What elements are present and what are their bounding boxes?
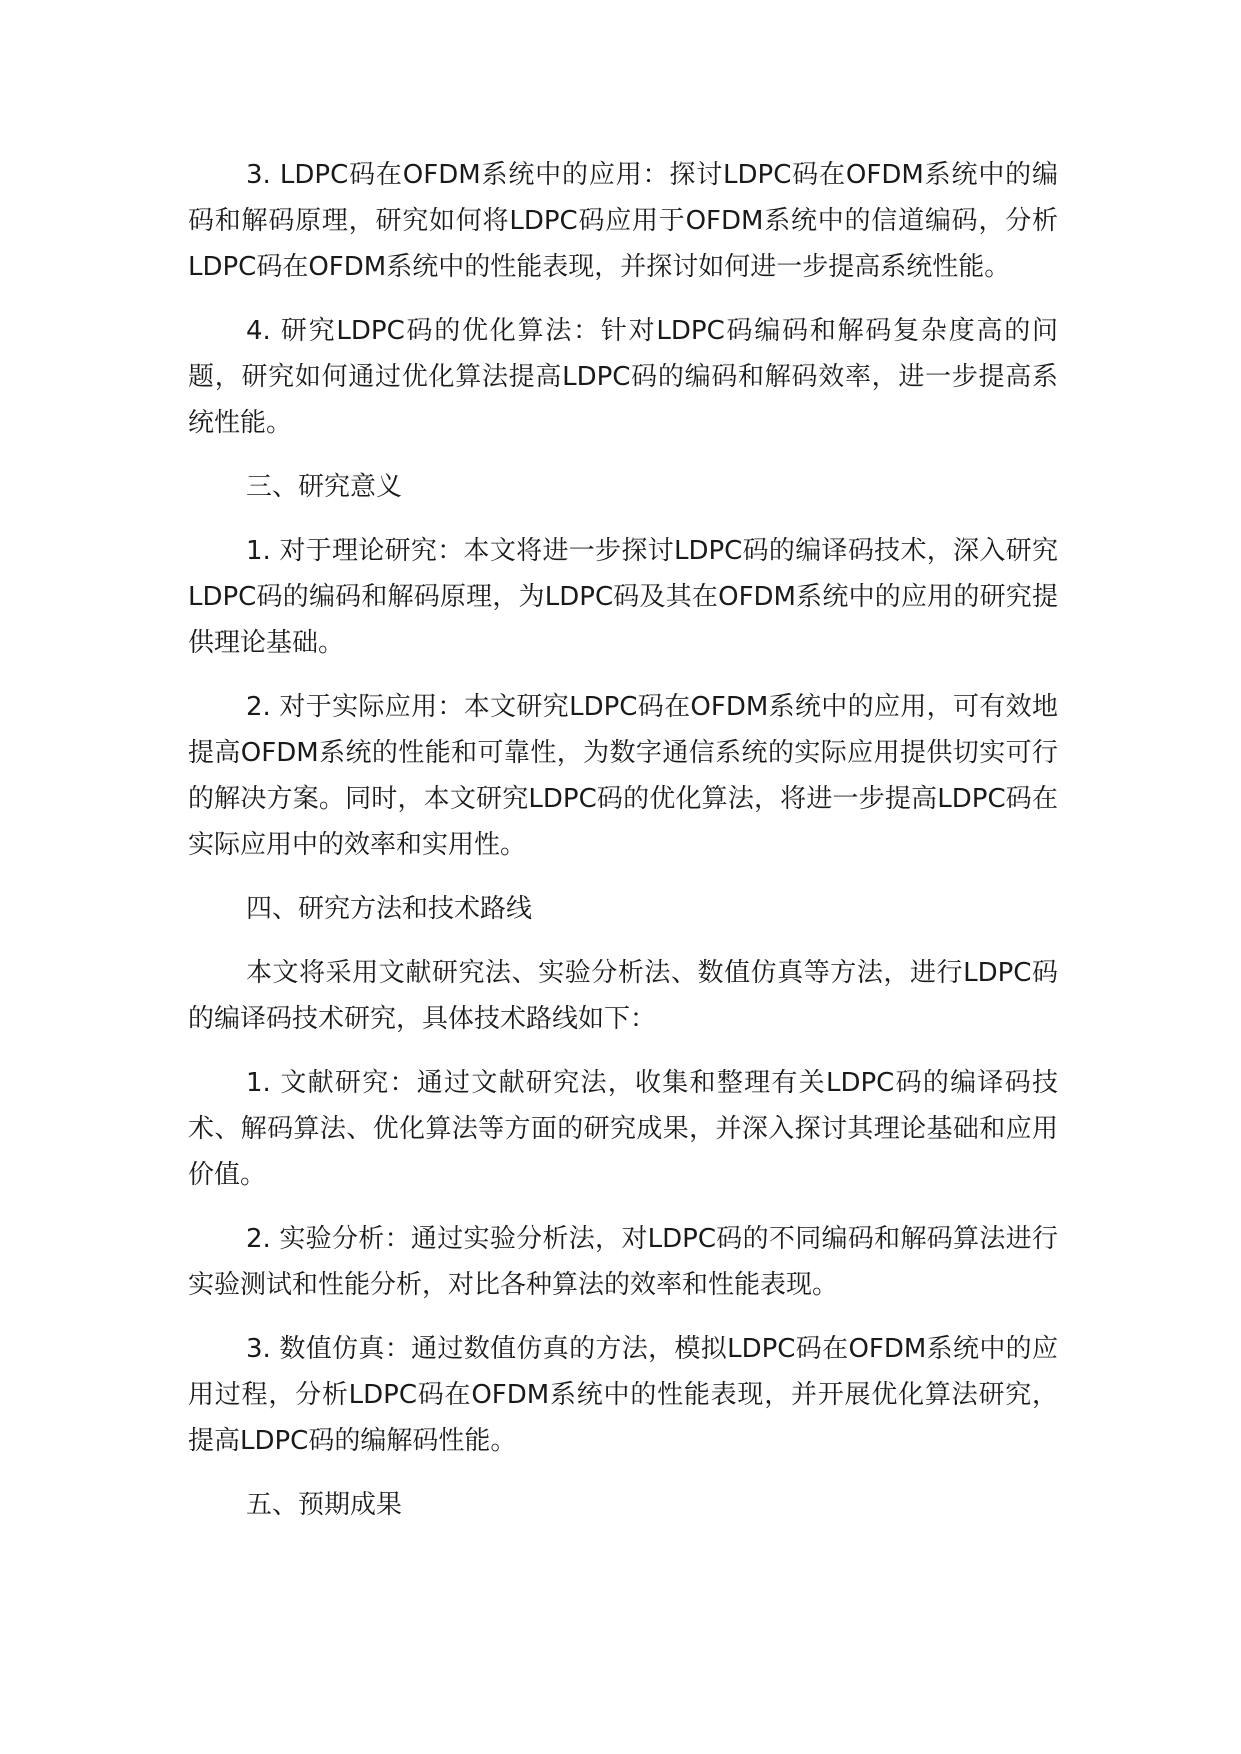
heading-methods-and-route: 四、研究方法和技术路线 [246,894,533,924]
heading-research-significance: 三、研究意义 [246,472,403,502]
paragraph-numerical-simulation: 3. 数值仿真：通过数值仿真的方法，模拟LDPC码在OFDM系统中的应用过程，分析LDPC码在OFDM系统中的性能表现，并开展优化算法研究，提高LDPC码的编解码性能。 [188,1334,1058,1456]
heading-expected-results: 五、预期成果 [246,1490,403,1520]
paragraph-practical-application: 2. 对于实际应用：本文研究LDPC码在OFDM系统中的应用，可有效地提高OFDM系统的性能和可靠性，为数字通信系统的实际应用提供切实可行的解决方案。同时，本文研究LDPC码的优化算法，将进一步提高LDPC码在实际应用中的效率和实用性。 [188,692,1058,860]
paragraph-ldpc-ofdm-application: 3. LDPC码在OFDM系统中的应用：探讨LDPC码在OFDM系统中的编码和解码原理，研究如何将LDPC码应用于OFDM系统中的信道编码，分析LDPC码在OFDM系统中的性能表现，并探讨如何进一步提高系统性能。 [188,160,1058,282]
paragraph-optimization-algorithm: 4. 研究LDPC码的优化算法：针对LDPC码编码和解码复杂度高的问题，研究如何通过优化算法提高LDPC码的编码和解码效率，进一步提高系统性能。 [188,316,1058,438]
paragraph-methods-intro: 本文将采用文献研究法、实验分析法、数值仿真等方法，进行LDPC码的编译码技术研究，具体技术路线如下： [188,958,1058,1034]
paragraph-theoretical-research: 1. 对于理论研究：本文将进一步探讨LDPC码的编译码技术，深入研究LDPC码的编码和解码原理，为LDPC码及其在OFDM系统中的应用的研究提供理论基础。 [188,536,1058,658]
paragraph-experimental-analysis: 2. 实验分析：通过实验分析法，对LDPC码的不同编码和解码算法进行实验测试和性能分析，对比各种算法的效率和性能表现。 [188,1224,1058,1300]
document-body [188,152,1058,1546]
paragraph-literature-research: 1. 文献研究：通过文献研究法，收集和整理有关LDPC码的编译码技术、解码算法、优化算法等方面的研究成果，并深入探讨其理论基础和应用价值。 [188,1068,1058,1190]
